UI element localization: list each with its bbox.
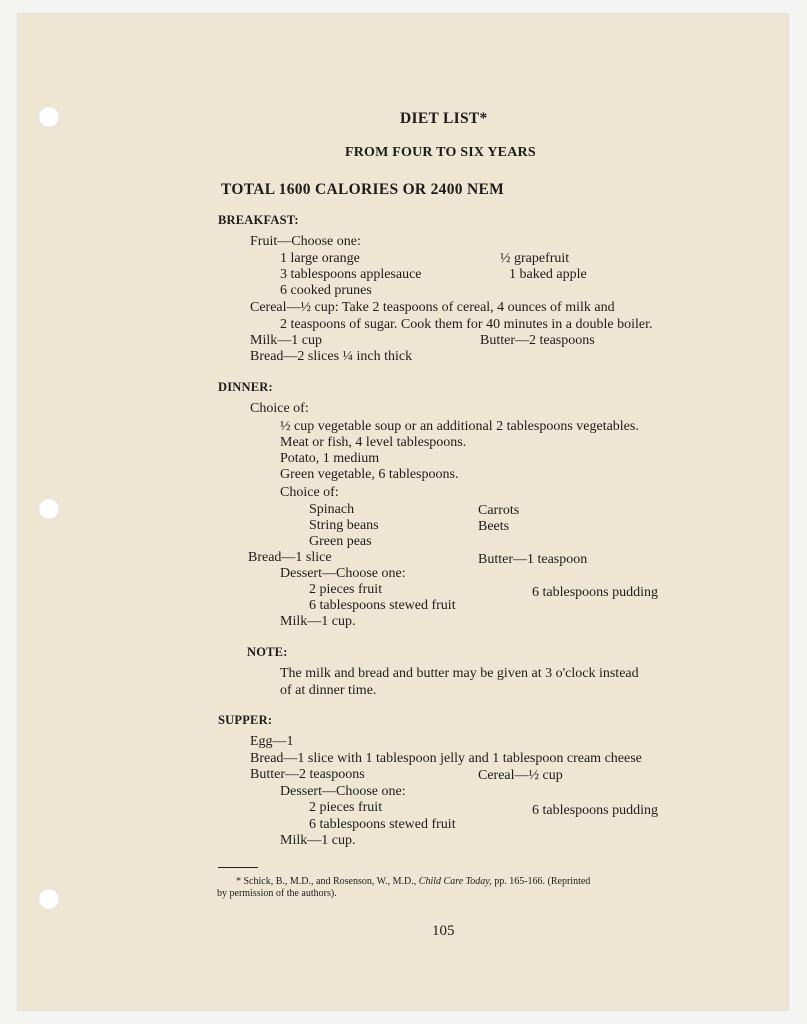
breakfast-fruit-option: 6 cooked prunes [280, 283, 372, 298]
dinner-milk: Milk—1 cup. [280, 614, 356, 629]
breakfast-butter: Butter—2 teaspoons [480, 333, 595, 348]
breakfast-cereal-line: 2 teaspoons of sugar. Cook them for 40 minutes in a double boiler. [280, 317, 653, 332]
footnote-line [236, 876, 590, 888]
binder-hole-bottom [38, 888, 60, 910]
breakfast-heading: BREAKFAST: [218, 213, 299, 227]
binder-hole-middle [38, 498, 60, 520]
footnote-marker: * [236, 876, 241, 887]
breakfast-fruit-option: 1 large orange [280, 251, 360, 266]
supper-bread: Bread—1 slice with 1 tablespoon jelly and 1 tablespoon cream cheese [250, 751, 642, 766]
supper-dessert-option: 6 tablespoons stewed fruit [309, 817, 456, 832]
breakfast-fruit-option: 3 tablespoons applesauce [280, 267, 422, 282]
supper-dessert-option: 2 pieces fruit [309, 800, 383, 815]
footnote-book-title: Child Care Today, [418, 876, 492, 887]
breakfast-fruit-option: ½ grapefruit [500, 251, 570, 266]
note-line: of at dinner time. [280, 683, 377, 698]
breakfast-fruit-intro: Fruit—Choose one: [250, 234, 361, 249]
note-heading: NOTE: [247, 645, 288, 659]
dinner-vegetable-option: String beans [309, 518, 379, 533]
supper-milk: Milk—1 cup. [280, 833, 356, 848]
page-title: DIET LIST* [400, 110, 488, 127]
dinner-dessert-option: 6 tablespoons pudding [532, 585, 658, 600]
dinner-bread: Bread—1 slice [248, 550, 332, 565]
dinner-dessert-intro: Dessert—Choose one: [280, 566, 406, 581]
dinner-potato: Potato, 1 medium [280, 451, 380, 466]
supper-dessert-intro: Dessert—Choose one: [280, 784, 406, 799]
breakfast-milk: Milk—1 cup [250, 333, 322, 348]
dinner-vegetable-option: Green peas [309, 534, 372, 549]
dinner-heading: DINNER: [218, 380, 273, 394]
dinner-butter: Butter—1 teaspoon [478, 552, 588, 567]
dinner-green-vegetable: Green vegetable, 6 tablespoons. [280, 467, 459, 482]
dinner-choice-of: Choice of: [280, 485, 339, 500]
supper-egg: Egg—1 [250, 734, 294, 749]
dinner-vegetable-option: Carrots [478, 503, 520, 518]
dinner-vegetable-option: Beets [478, 519, 510, 534]
footnote-divider [218, 867, 258, 868]
breakfast-bread: Bread—2 slices ¼ inch thick [250, 349, 413, 364]
dinner-dessert-option: 2 pieces fruit [309, 582, 383, 597]
dinner-choice-intro: Choice of: [250, 401, 309, 416]
breakfast-cereal-line: Cereal—½ cup: Take 2 teaspoons of cereal, 4 ounces of milk and [250, 300, 615, 315]
book-page [18, 14, 788, 1010]
footnote-citation-pages: pp. 165-166. (Reprinted [494, 876, 591, 887]
dinner-soup: ½ cup vegetable soup or an additional 2 tablespoons vegetables. [280, 419, 639, 434]
breakfast-fruit-option: 1 baked apple [509, 267, 587, 282]
binder-hole-top [38, 106, 60, 128]
footnote-line: by permission of the authors). [217, 888, 337, 899]
note-line: The milk and bread and butter may be given at 3 o'clock instead [280, 666, 639, 681]
supper-dessert-option: 6 tablespoons pudding [532, 803, 658, 818]
supper-cereal: Cereal—½ cup [478, 768, 563, 783]
dinner-meat: Meat or fish, 4 level tablespoons. [280, 435, 467, 450]
page-number: 105 [432, 923, 455, 939]
supper-butter: Butter—2 teaspoons [250, 767, 365, 782]
dinner-vegetable-option: Spinach [309, 502, 355, 517]
supper-heading: SUPPER: [218, 713, 273, 727]
page-subtitle: FROM FOUR TO SIX YEARS [345, 145, 536, 160]
total-calories-heading: TOTAL 1600 CALORIES OR 2400 NEM [221, 181, 505, 198]
dinner-dessert-option: 6 tablespoons stewed fruit [309, 598, 456, 613]
footnote-citation: Schick, B., M.D., and Rosenson, W., M.D., [243, 876, 417, 887]
